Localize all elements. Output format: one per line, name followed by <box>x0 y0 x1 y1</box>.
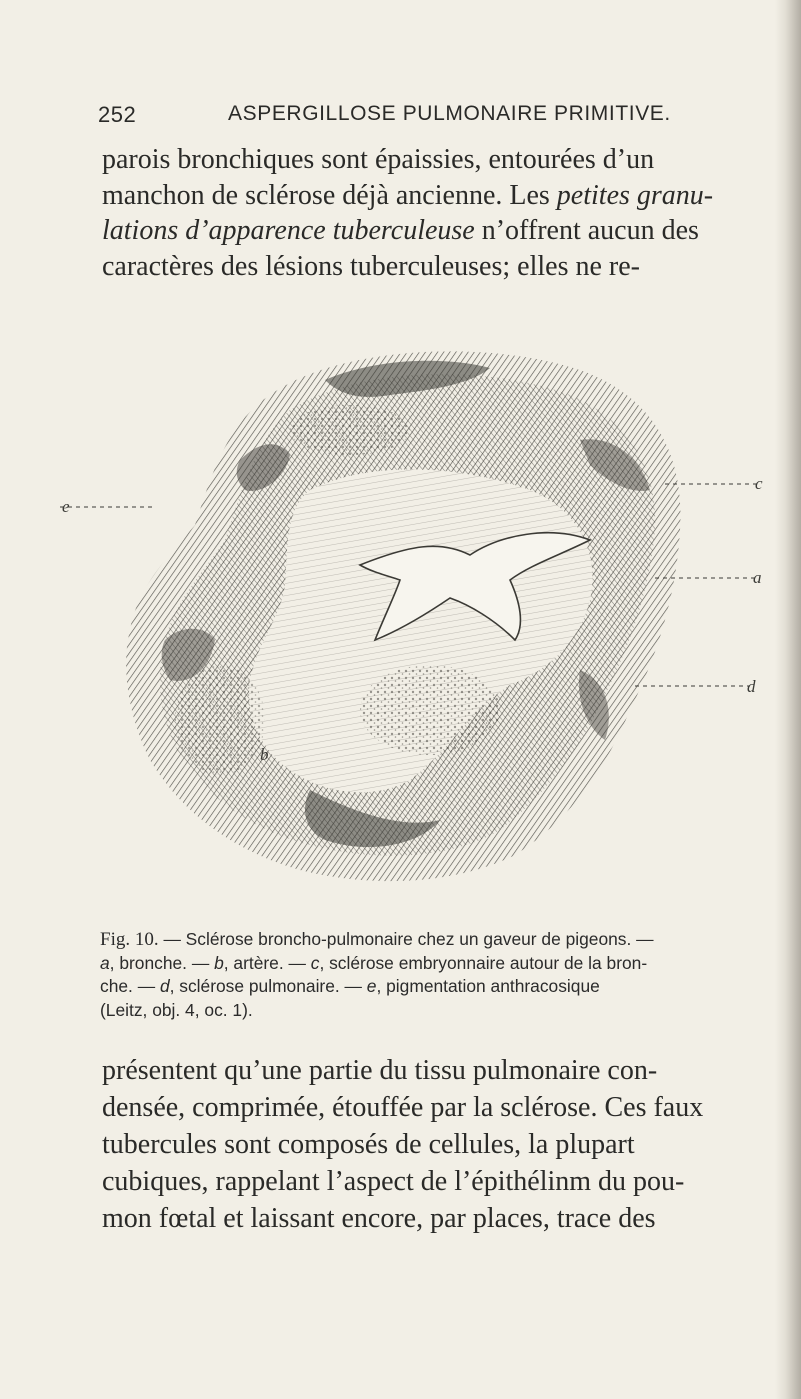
caption-text: , pigmentation anthracosique <box>376 976 600 996</box>
caption-text: , artère. — <box>223 952 311 973</box>
figure-label-e: e <box>62 497 70 516</box>
caption-key-b: b <box>214 952 224 973</box>
caption-text: , sclérose pulmonaire. — <box>169 976 367 996</box>
page-header <box>98 102 738 142</box>
caption-key-c: c <box>310 952 320 973</box>
caption-text: che. — <box>100 976 160 996</box>
text-line <box>102 178 766 214</box>
figure-label-b: b <box>260 745 269 764</box>
caption-line <box>100 952 780 976</box>
caption-text: — Sclérose broncho-pulmonaire chez un gaveur de pigeons. — <box>158 929 654 949</box>
text-run: n’offrent aucun des <box>474 215 699 246</box>
text-line: présentent qu’une partie du tissu pulmonaire con- <box>102 1055 658 1086</box>
page-number: 252 <box>98 102 137 127</box>
figure-number: Fig. 10. <box>100 929 159 950</box>
italic-text-run: petites granu- <box>556 179 714 211</box>
figure-label-c: c <box>755 474 763 493</box>
text-line: cubiques, rappelant l’aspect de l’épithélinm du pou- <box>102 1166 685 1197</box>
caption-line <box>100 975 780 999</box>
text-run: manchon de sclérose déjà ancienne. Les <box>102 179 557 211</box>
text-line <box>102 213 766 249</box>
figure-label-d: d <box>747 677 756 696</box>
histology-figure <box>62 340 770 905</box>
caption-line: (Leitz, obj. 4, oc. 1). <box>100 999 253 1020</box>
caption-key-e: e <box>366 976 377 996</box>
text-line: densée, comprimée, étouffée par la sclérose. Ces faux <box>102 1092 704 1123</box>
caption-key-d: d <box>159 976 170 996</box>
top-paragraph <box>102 142 766 284</box>
text-line: caractères des lésions tuberculeuses; elles ne re- <box>102 250 640 282</box>
text-line: parois bronchiques sont épaissies, entourées d’un <box>102 144 655 175</box>
figure-caption <box>100 928 780 1022</box>
caption-line <box>100 928 780 952</box>
text-line: mon fœtal et laissant encore, par places, trace des <box>102 1203 656 1234</box>
caption-key-a: a <box>100 952 110 973</box>
running-title: ASPERGILLOSE PULMONAIRE PRIMITIVE. <box>228 102 671 125</box>
caption-text: , sclérose embryonnaire autour de la bron- <box>319 952 648 973</box>
caption-text: , bronche. — <box>109 952 215 973</box>
histology-illustration <box>62 340 770 905</box>
figure-label-a: a <box>753 568 762 587</box>
page-edge-shadow <box>775 0 801 1399</box>
italic-text-run: lations d’apparence tuberculeuse <box>102 215 475 246</box>
bottom-paragraph <box>102 1052 766 1237</box>
text-line: tubercules sont composés de cellules, la plupart <box>102 1129 635 1160</box>
